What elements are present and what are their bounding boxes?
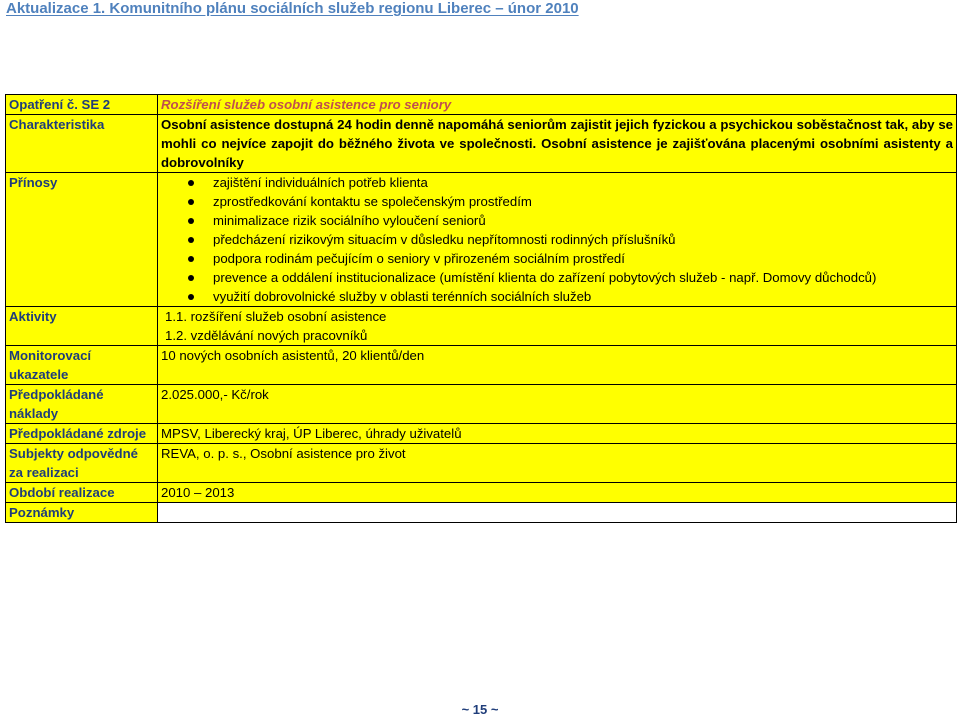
list-item: předcházení rizikovým situacím v důsledku nepřítomnosti rodinných příslušníků (213, 230, 953, 249)
row-prinosy (6, 173, 957, 307)
document-header-title: Aktualizace 1. Komunitního plánu sociálních služeb regionu Liberec – únor 2010 (6, 0, 579, 17)
label-prinosy: Přínosy (6, 173, 158, 307)
row-aktivity (6, 307, 957, 346)
value-charakteristika: Osobní asistence dostupná 24 hodin denně napomáhá seniorům zajistit jejich fyzickou a psychickou soběstačnost tak, aby se mohli co nejvíce zapojit do běžného života ve společnosti. Osobní asistence je zajišťována placenými osobními asistenty a dobrovolníky (158, 115, 957, 173)
row-obdobi (6, 483, 957, 503)
list-item: využití dobrovolnické služby v oblasti terénních sociálních služeb (213, 287, 953, 306)
value-naklady: 2.025.000,- Kč/rok (158, 385, 957, 424)
row-opatreni (6, 95, 957, 115)
benefits-list (161, 173, 953, 306)
label-monitorovaci: Monitorovací ukazatele (6, 346, 158, 385)
value-monitorovaci: 10 nových osobních asistentů, 20 klientů/den (158, 346, 957, 385)
label-obdobi: Období realizace (6, 483, 158, 503)
page-number: ~ 15 ~ (461, 702, 499, 717)
label-aktivity: Aktivity (6, 307, 158, 346)
list-item: minimalizace rizik sociálního vyloučení seniorů (213, 211, 953, 230)
list-item: zprostředkování kontaktu se společenským prostředím (213, 192, 953, 211)
value-zdroje: MPSV, Liberecký kraj, ÚP Liberec, úhrady uživatelů (158, 424, 957, 444)
value-obdobi: 2010 – 2013 (158, 483, 957, 503)
value-prinosy (158, 173, 957, 307)
list-item: prevence a oddálení institucionalizace (umístění klienta do zařízení pobytových služeb - např. Domovy důchodců) (213, 268, 953, 287)
row-poznamky (6, 503, 957, 523)
measure-table (5, 94, 957, 523)
list-item: zajištění individuálních potřeb klienta (213, 173, 953, 192)
label-zdroje: Předpokládané zdroje (6, 424, 158, 444)
label-subjekty: Subjekty odpovědné za realizaci (6, 444, 158, 483)
row-charakteristika (6, 115, 957, 173)
list-item: podpora rodinám pečujícím o seniory v přirozeném sociálním prostředí (213, 249, 953, 268)
label-naklady: Předpokládané náklady (6, 385, 158, 424)
value-opatreni: Rozšíření služeb osobní asistence pro seniory (158, 95, 957, 115)
activity-item: 1.1. rozšíření služeb osobní asistence (165, 309, 387, 324)
label-poznamky: Poznámky (6, 503, 158, 523)
row-monitorovaci (6, 346, 957, 385)
value-aktivity (158, 307, 957, 346)
row-naklady (6, 385, 957, 424)
label-charakteristika: Charakteristika (6, 115, 158, 173)
row-zdroje (6, 424, 957, 444)
row-subjekty (6, 444, 957, 483)
value-poznamky (158, 503, 957, 523)
activity-item: 1.2. vzdělávání nových pracovníků (165, 328, 368, 343)
value-subjekty: REVA, o. p. s., Osobní asistence pro život (158, 444, 957, 483)
label-opatreni: Opatření č. SE 2 (6, 95, 158, 115)
